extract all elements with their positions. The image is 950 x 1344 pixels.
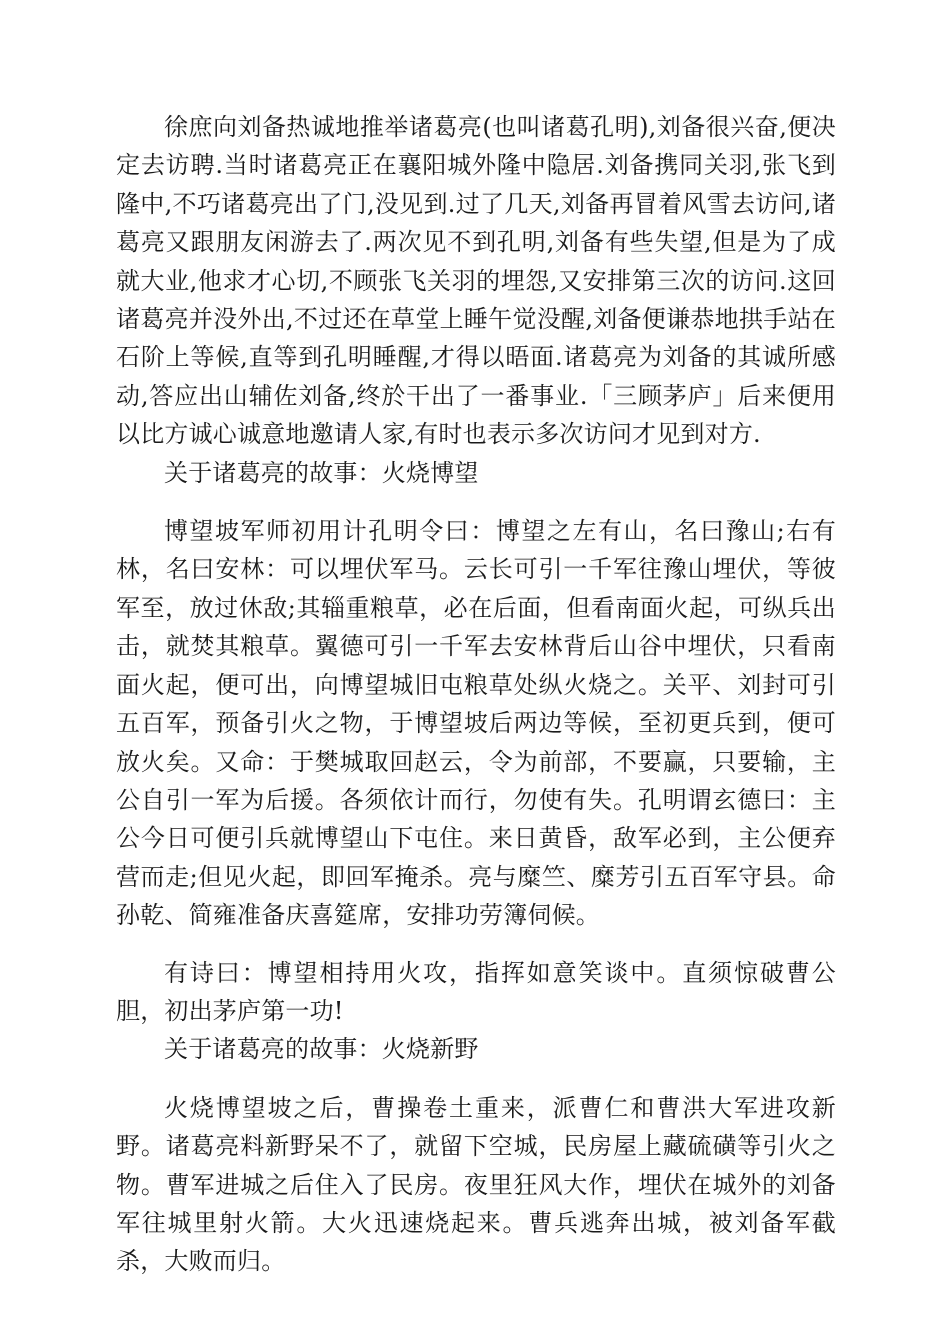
paragraph-xinye-fire: 火烧博望坡之后，曹操卷土重来，派曹仁和曹洪大军进攻新野。诸葛亮料新野呆不了，就留下空城，民房屋上藏硫磺等引火之物。曹军进城之后住入了民房。夜里狂风大作，埋伏在城外的刘备军往城里射火箭。大火迅速烧起来。曹兵逃奔出城，被刘备军截杀，大败而归。: [116, 1093, 836, 1276]
document-body: [116, 108, 836, 1281]
section-heading-bowang: 关于诸葛亮的故事：火烧博望: [164, 458, 479, 487]
paragraph-three-visits: 徐庶向刘备热诚地推举诸葛亮(也叫诸葛孔明),刘备很兴奋,便决定去访聘.当时诸葛亮正在襄阳城外隆中隐居.刘备携同关羽,张飞到隆中,不巧诸葛亮出了门,没见到.过了几天,刘备再冒着风雪去访问,诸葛亮又跟朋友闲游去了.两次见不到孔明,刘备有些失望,但是为了成就大业,他求才心切,不顾张飞关羽的埋怨,又安排第三次的访问.这回诸葛亮并没外出,不过还在草堂上睡午觉没醒,刘备便谦恭地拱手站在石阶上等候,直等到孔明睡醒,才得以晤面.诸葛亮为刘备的其诚所感动,答应出山辅佐刘备,终於干出了一番事业.「三顾茅庐」后来便用以比方诚心诚意地邀请人家,有时也表示多次访问才见到对方.: [116, 113, 836, 449]
section-heading-xinye: 关于诸葛亮的故事：火烧新野: [164, 1035, 479, 1064]
paragraph-poem: 有诗曰：博望相持用火攻，指挥如意笑谈中。直须惊破曹公胆，初出茅庐第一功!: [116, 958, 836, 1025]
paragraph-bowang-plan: 博望坡军师初用计孔明令曰：博望之左有山，名曰豫山;右有林，名曰安林：可以埋伏军马。云长可引一千军往豫山埋伏，等彼军至，放过休敌;其辎重粮草，必在后面，但看南面火起，可纵兵出击，就焚其粮草。翼德可引一千军去安林背后山谷中埋伏，只看南面火起，便可出，向博望城旧屯粮草处纵火烧之。关平、刘封可引五百军，预备引火之物，于博望坡后两边等候，至初更兵到，便可放火矣。又命：于樊城取回赵云，令为前部，不要赢，只要输，主公自引一军为后援。各须依计而行，勿使有失。孔明谓玄德曰：主公今日可便引兵就博望山下屯住。来日黄昏，敌军必到，主公便弃营而走;但见火起，即回军掩杀。亮与糜竺、糜芳引五百军守县。命孙乾、简雍准备庆喜筵席，安排功劳簿伺候。: [116, 517, 836, 930]
